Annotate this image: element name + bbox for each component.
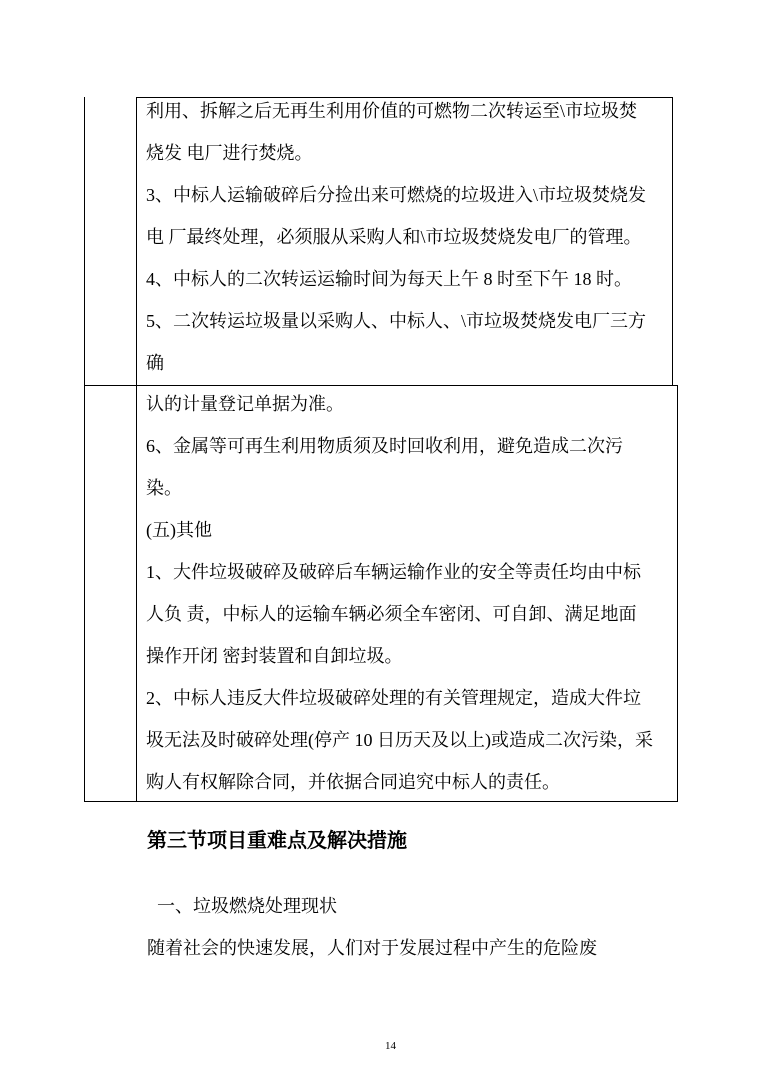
table-border bbox=[84, 385, 678, 386]
table-border bbox=[84, 801, 678, 802]
table-text-line: 操作开闭 密封装置和自卸垃圾。 bbox=[146, 646, 403, 666]
table-text-line: 确 bbox=[146, 353, 164, 373]
table-border bbox=[136, 97, 137, 386]
table-text-line: 人负 责，中标人的运输车辆必须全车密闭、可自卸、满足地面 bbox=[146, 604, 637, 624]
table-border bbox=[136, 386, 137, 802]
table-text-line: 4、中标人的二次转运运输时间为每天上午 8 时至下午 18 时。 bbox=[146, 269, 632, 289]
paragraph: 随着社会的快速发展，人们对于发展过程中产生的危险废 bbox=[147, 938, 597, 958]
table-text-line: 电 厂最终处理，必须服从采购人和\市垃圾焚烧发电厂的管理。 bbox=[146, 227, 642, 247]
table-text-line: 认的计量登记单据为准。 bbox=[146, 394, 344, 414]
table-text-line: 2、中标人违反大件垃圾破碎处理的有关管理规定，造成大件垃 bbox=[146, 688, 641, 708]
page-number: 14 bbox=[385, 1040, 396, 1052]
table-text-line: 购人有权解除合同，并依据合同追究中标人的责任。 bbox=[146, 772, 560, 792]
subheading: 一、垃圾燃烧处理现状 bbox=[157, 896, 337, 916]
table-text-line: 5、二次转运垃圾量以采购人、中标人、\市垃圾焚烧发电厂三方 bbox=[146, 311, 646, 331]
table-border bbox=[84, 386, 85, 802]
table-text-line: (五)其他 bbox=[146, 520, 212, 540]
table-text-line: 6、金属等可再生利用物质须及时回收利用，避免造成二次污 bbox=[146, 436, 623, 456]
table-text-line: 利用、拆解之后无再生利用价值的可燃物二次转运至\市垃圾焚 bbox=[146, 101, 637, 121]
table-text-line: 3、中标人运输破碎后分捡出来可燃烧的垃圾进入\市垃圾焚烧发 bbox=[146, 185, 646, 205]
table-text-line: 染。 bbox=[146, 478, 182, 498]
table-text-line: 1、大件垃圾破碎及破碎后车辆运输作业的安全等责任均由中标 bbox=[146, 562, 641, 582]
table-text-line: 圾无法及时破碎处理(停产 10 日历天及以上)或造成二次污染，采 bbox=[146, 730, 653, 750]
table-border bbox=[672, 97, 673, 386]
table-border bbox=[677, 386, 678, 802]
section-heading: 第三节项目重难点及解决措施 bbox=[147, 830, 407, 852]
table-text-line: 烧发 电厂进行焚烧。 bbox=[146, 143, 313, 163]
table-border bbox=[84, 97, 85, 386]
table-border bbox=[136, 97, 673, 98]
